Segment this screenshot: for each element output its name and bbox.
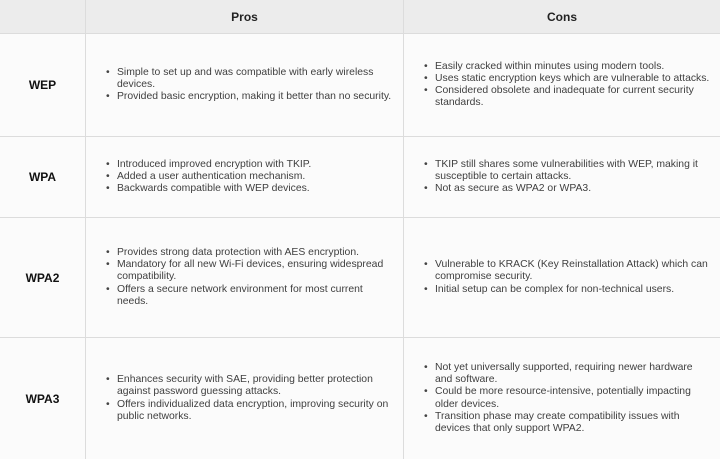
list-item: • Could be more resource-intensive, potentially impacting older devices. [424,386,712,410]
list-item: • Added a user authentication mechanism. [106,171,311,183]
wpa3-cons-list [424,362,712,435]
list-item: • Uses static encryption keys which are vulnerable to attacks. [424,73,712,85]
wep-pros-cell [86,34,404,137]
wpa-pros-cell [86,137,404,218]
header-corner [0,0,86,34]
list-item: • Initial setup can be complex for non-technical users. [424,284,712,296]
list-item: • Offers individualized data encryption, improving security on public networks. [106,399,395,423]
row-label-wpa2: WPA2 [0,218,86,338]
list-item: • Enhances security with SAE, providing better protection against password guessing attacks. [106,374,395,398]
wpa2-pros-list [106,247,395,308]
wpa2-cons-list [424,259,712,296]
list-item: • Offers a secure network environment for most current needs. [106,284,395,308]
wpa3-pros-list [106,374,395,423]
wpa3-cons-cell [404,338,720,459]
wpa2-cons-cell [404,218,720,338]
wep-cons-list [424,61,712,110]
list-item: • Easily cracked within minutes using modern tools. [424,61,712,73]
wpa-cons-list [424,159,712,196]
header-pros: Pros [86,0,404,34]
wpa-pros-list [106,159,311,196]
list-item: • Not as secure as WPA2 or WPA3. [424,183,712,195]
list-item: • Backwards compatible with WEP devices. [106,183,311,195]
list-item: • Provided basic encryption, making it better than no security. [106,91,395,103]
list-item: • Transition phase may create compatibility issues with devices that only support WPA2. [424,411,712,435]
list-item: • Provides strong data protection with AES encryption. [106,247,395,259]
list-item: • TKIP still shares some vulnerabilities with WEP, making it susceptible to certain attacks. [424,159,712,183]
wpa-cons-cell [404,137,720,218]
row-label-wpa3: WPA3 [0,338,86,459]
list-item: • Simple to set up and was compatible with early wireless devices. [106,67,395,91]
row-label-wpa: WPA [0,137,86,218]
list-item: • Not yet universally supported, requiring newer hardware and software. [424,362,712,386]
wep-pros-list [106,67,395,104]
list-item: • Vulnerable to KRACK (Key Reinstallation Attack) which can compromise security. [424,259,712,283]
list-item: • Introduced improved encryption with TKIP. [106,159,311,171]
wpa2-pros-cell [86,218,404,338]
list-item: • Considered obsolete and inadequate for current security standards. [424,85,712,109]
row-label-wep: WEP [0,34,86,137]
list-item: • Mandatory for all new Wi-Fi devices, ensuring widespread compatibility. [106,259,395,283]
header-cons: Cons [404,0,720,34]
wpa3-pros-cell [86,338,404,459]
wep-cons-cell [404,34,720,137]
